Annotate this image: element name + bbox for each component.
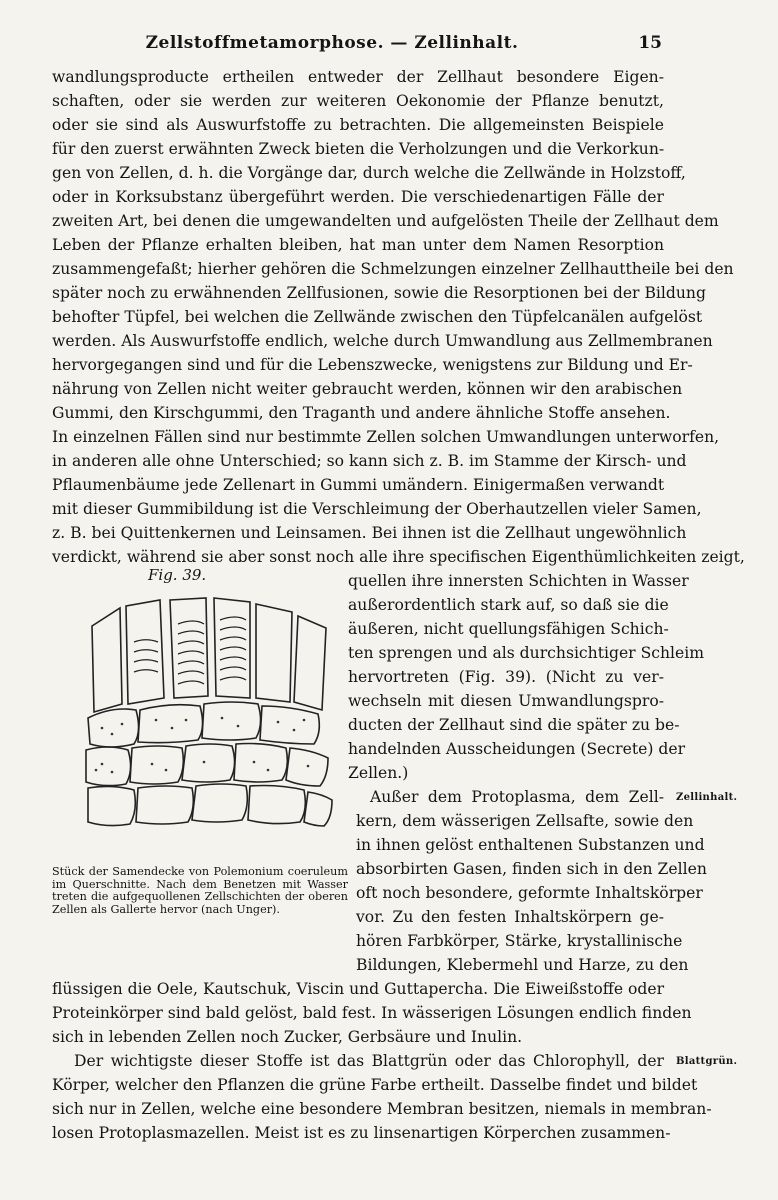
text-line: nährung von Zellen nicht weiter gebraucht werden, können wir den arabischen	[52, 380, 683, 398]
text-line: gen von Zellen, d. h. die Vorgänge dar, durch welche die Zellwände in Holzstoff,	[52, 164, 686, 182]
text-line: sich in lebenden Zellen noch Zucker, Gerbsäure und Inulin.	[52, 1028, 523, 1046]
running-title: Zellstoffmetamorphose. — Zellinhalt.	[145, 33, 519, 53]
margin-note-zellinhalt: Zellinhalt.	[676, 792, 738, 803]
text-line: werden. Als Auswurfstoffe endlich, welche durch Umwandlung aus Zellmembranen	[52, 332, 713, 350]
text-line: Der wichtigste dieser Stoffe ist das Blattgrün oder das Chlorophyll, der	[74, 1052, 664, 1070]
text-line: Gummi, den Kirschgummi, den Traganth und andere ähnliche Stoffe ansehen.	[52, 404, 671, 422]
page-number: 15	[638, 33, 662, 53]
text-line: verdickt, während sie aber sonst noch alle ihre specifischen Eigenthümlichkeiten zeigt,	[52, 548, 745, 566]
text-line: ducten der Zellhaut sind die später zu be-	[348, 716, 680, 734]
text-line: oder sie sind als Auswurfstoffe zu betrachten. Die allgemeinsten Beispiele	[52, 116, 664, 134]
text-line: absorbirten Gasen, finden sich in den Zellen	[356, 860, 707, 878]
text-line: kern, dem wässerigen Zellsafte, sowie den	[356, 812, 694, 830]
text-line: hören Farbkörper, Stärke, krystallinische	[356, 932, 683, 950]
text-line: wechseln mit diesen Umwandlungspro-	[348, 692, 664, 710]
text-line: mit dieser Gummibildung ist die Verschleimung der Oberhautzellen vieler Samen,	[52, 500, 702, 518]
text-line: für den zuerst erwähnten Zweck bieten die Verholzungen und die Verkorkun-	[52, 140, 665, 158]
text-line: außerordentlich stark auf, so daß sie die	[348, 596, 669, 614]
text-line: hervorgegangen sind und für die Lebenszwecke, wenigstens zur Bildung und Er-	[52, 356, 693, 374]
text-line: in anderen alle ohne Unterschied; so kann sich z. B. im Stamme der Kirsch- und	[52, 452, 687, 470]
text-line: Proteinkörper sind bald gelöst, bald fest. In wässerigen Lösungen endlich finden	[52, 1004, 692, 1022]
text-line: später noch zu erwähnenden Zellfusionen, sowie die Resorptionen bei der Bildung	[52, 284, 706, 302]
text-line: Pflaumenbäume jede Zellenart in Gummi umändern. Einigermaßen verwandt	[52, 476, 665, 494]
text-line: äußeren, nicht quellungsfähigen Schich-	[348, 620, 669, 638]
text-line: behofter Tüpfel, bei welchen die Zellwände zwischen den Tüpfelcanälen aufgelöst	[52, 308, 703, 326]
text-line: quellen ihre innersten Schichten in Wasser	[348, 572, 689, 590]
text-line: Außer dem Protoplasma, dem Zell-	[370, 788, 664, 806]
text-line: z. B. bei Quittenkernen und Leinsamen. Bei ihnen ist die Zellhaut ungewöhnlich	[52, 524, 687, 542]
text-line: in ihnen gelöst enthaltenen Substanzen und	[356, 836, 705, 854]
running-header	[52, 33, 662, 57]
text-line: handelnden Ausscheidungen (Secrete) der	[348, 740, 686, 758]
text-line: zweiten Art, bei denen die umgewandelten und aufgelösten Theile der Zellhaut dem	[52, 212, 719, 230]
text-line: schaften, oder sie werden zur weiteren Oekonomie der Pflanze benutzt,	[52, 92, 664, 110]
text-line: Zellen.)	[348, 764, 409, 782]
text-line: zusammengefaßt; hierher gehören die Schmelzungen einzelner Zellhauttheile bei den	[52, 260, 734, 278]
margin-note-blattgruen: Blattgrün.	[676, 1056, 738, 1067]
text-line: Bildungen, Klebermehl und Harze, zu den	[356, 956, 689, 974]
text-line: Körper, welcher den Pflanzen die grüne Farbe ertheilt. Dasselbe findet und bildet	[52, 1076, 698, 1094]
text-line: wandlungsproducte ertheilen entweder der Zellhaut besondere Eigen-	[52, 68, 664, 86]
figure-39-illustration	[82, 594, 336, 842]
text-line: ten sprengen und als durchsichtiger Schleim	[348, 644, 705, 662]
text-line: oder in Korksubstanz übergeführt werden. Die verschiedenartigen Fälle der	[52, 188, 664, 206]
text-line: sich nur in Zellen, welche eine besondere Membran besitzen, niemals in membran-	[52, 1100, 712, 1118]
text-line: In einzelnen Fällen sind nur bestimmte Zellen solchen Umwandlungen unterworfen,	[52, 428, 720, 446]
text-line: losen Protoplasmazellen. Meist ist es zu linsenartigen Körperchen zusammen-	[52, 1124, 671, 1142]
text-line: flüssigen die Oele, Kautschuk, Viscin und Guttapercha. Die Eiweißstoffe oder	[52, 980, 665, 998]
text-line: vor. Zu den festen Inhaltskörpern ge-	[356, 908, 664, 926]
figure-label: Fig. 39.	[148, 566, 207, 584]
text-line: oft noch besondere, geformte Inhaltskörper	[356, 884, 703, 902]
text-line: hervortreten (Fig. 39). (Nicht zu ver-	[348, 668, 664, 686]
text-line: Leben der Pflanze erhalten bleiben, hat man unter dem Namen Resorption	[52, 236, 664, 254]
figure-caption: Stück der Samendecke von Polemonium coeruleum im Querschnitte. Nach dem Benetzen mit Wasser treten die aufgequollenen Zellschichten der oberen Zellen als Gallerte hervor (nach Unger).	[52, 865, 348, 916]
